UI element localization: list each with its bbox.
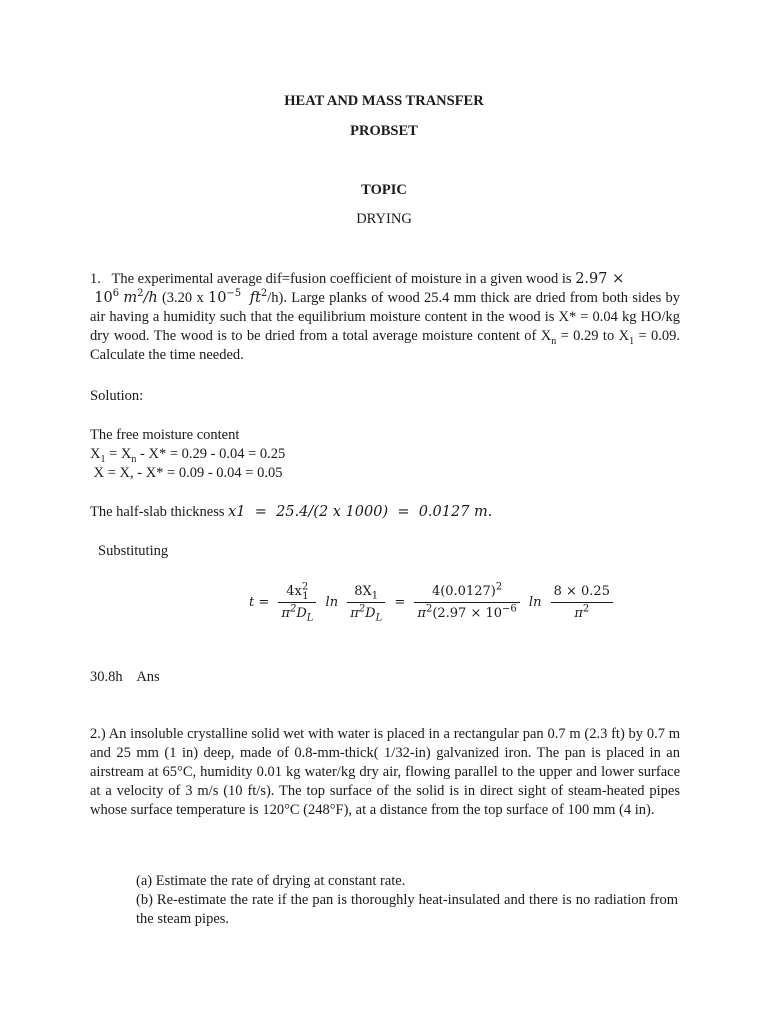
drying-time-equation xyxy=(246,583,615,622)
answer: 30.8h Ans xyxy=(90,669,160,685)
f4-num: 8 × 0.25 xyxy=(551,583,613,603)
f3-num-sup: 2 xyxy=(495,581,503,593)
problem-2-part-b: (b) Re-estimate the rate if the pan is thoroughly heat-insulated and there is no radiation from the steam pipes. xyxy=(136,892,678,927)
f4-den: π xyxy=(574,606,583,621)
f1-den-b: D xyxy=(296,606,307,621)
coef-unit: m xyxy=(123,290,138,306)
f1-den-sub: L xyxy=(306,612,314,624)
substituting-label: Substituting xyxy=(98,543,169,559)
problem-1-text-c: /h). Large planks of wood 25.4 mm thick are dried from both sides by air having a humidity such that the equilibrium moisture content in the wood is X* = 0.04 kg HO/kg dry wood. The wood is to be dried from a total average moisture content of X xyxy=(90,290,681,344)
solution-label: Solution: xyxy=(90,388,144,404)
problem-1-text-d: = 0.29 to X xyxy=(556,328,630,344)
coef-unit-per: /h xyxy=(143,290,158,306)
topic-label: TOPIC xyxy=(361,182,407,198)
problem-2-text: An insoluble crystalline solid wet with water is placed in a rectangular pan 0.7 m (2.3 ft) by 0.7 m and 25 mm (1 in) deep, made of 0.8-mm-thick( 1/32-in) galvanized iron. The pan is placed in an airstream at 65°C, humidity 0.01 kg water/kg dry air, flowing parallel to the upper and lower surface at a velocity of 3 m/s (10 ft/s). The top surface of the solid is in direct sight of steam-heated pipes whose surface temperature is 120°C (248°F), at a distance from the top surface of 100 mm (4 in). xyxy=(90,726,680,818)
fraction-2 xyxy=(347,583,385,622)
f2-den: π xyxy=(350,606,359,621)
free-moisture-line-1 xyxy=(90,445,680,464)
document-subtitle: PROBSET xyxy=(350,123,418,139)
problem-1-text-a: The experimental average dif=fusion coefficient of moisture in a given wood is xyxy=(111,271,576,287)
eq-mid: = xyxy=(394,595,406,610)
f3-den-sup: 2 xyxy=(425,603,433,615)
half-slab-equation: x1 = 25.4/(2 x 1000) = 0.0127 m. xyxy=(228,504,493,520)
fraction-3 xyxy=(414,583,519,622)
problem-2 xyxy=(90,725,680,820)
half-slab-text: The half-slab thickness xyxy=(90,504,229,520)
ln-1: ln xyxy=(325,595,339,610)
coef-exp: 6 xyxy=(112,288,120,300)
alt-unit-exp: 2 xyxy=(260,288,268,300)
f1-num-sub: 1 xyxy=(302,590,309,602)
f1-den: π xyxy=(281,606,290,621)
problem-1-number: 1. xyxy=(90,271,101,287)
topic-name: DRYING xyxy=(356,211,412,227)
alt-exp: −5 xyxy=(226,288,242,300)
f3-den-b: (2.97 × 10 xyxy=(432,606,503,621)
f2-num-sub: 1 xyxy=(371,590,379,602)
problem-1 xyxy=(90,270,680,365)
alt-base: 10 xyxy=(207,290,227,306)
document-title: HEAT AND MASS TRANSFER xyxy=(284,93,484,109)
fraction-1 xyxy=(278,583,316,622)
line1-x: X xyxy=(90,446,101,462)
free-moisture-line-2: X = X, - X* = 0.09 - 0.04 = 0.05 xyxy=(90,465,283,481)
xn-subscript: n xyxy=(551,335,557,347)
f1-den-sup: 2 xyxy=(289,603,297,615)
problem-1-text-b: (3.20 x xyxy=(157,290,208,306)
coef-unit-exp: 2 xyxy=(137,288,144,300)
line1-sub2: n xyxy=(131,453,137,465)
problem-2-number: 2.) xyxy=(90,726,106,742)
problem-2-parts xyxy=(136,872,678,929)
f3-den: π xyxy=(417,606,426,621)
alt-unit: ft xyxy=(249,290,261,306)
f1-num-sup: 2 xyxy=(301,581,309,593)
ln-2: ln xyxy=(528,595,542,610)
coef-base: 10 xyxy=(94,290,113,306)
eq-lhs: t = xyxy=(249,595,270,610)
f3-den-exp: −6 xyxy=(502,603,517,615)
line1-rest: - X* = 0.29 - 0.04 = 0.25 xyxy=(136,446,286,462)
f3-num: 4(0.0127) xyxy=(431,584,496,599)
coef-mantissa: 2.97 × xyxy=(575,271,625,287)
f2-den-sup: 2 xyxy=(358,603,366,615)
f1-num: 4x xyxy=(286,584,302,599)
problem-2-part-a: (a) Estimate the rate of drying at constant rate. xyxy=(136,873,406,889)
problem-1-text-e: = 0.09. Calculate the time needed. xyxy=(90,328,680,363)
f2-num: 8X xyxy=(354,584,372,599)
half-slab-line xyxy=(90,503,680,522)
free-moisture-label: The free moisture content xyxy=(90,427,240,443)
f2-den-sub: L xyxy=(375,612,383,624)
line1-sub1: 1 xyxy=(100,453,106,465)
fraction-4 xyxy=(551,583,613,622)
x1-subscript: 1 xyxy=(629,335,635,347)
f4-den-sup: 2 xyxy=(582,603,590,615)
line1-eq: = X xyxy=(105,446,132,462)
f2-den-b: D xyxy=(365,606,376,621)
